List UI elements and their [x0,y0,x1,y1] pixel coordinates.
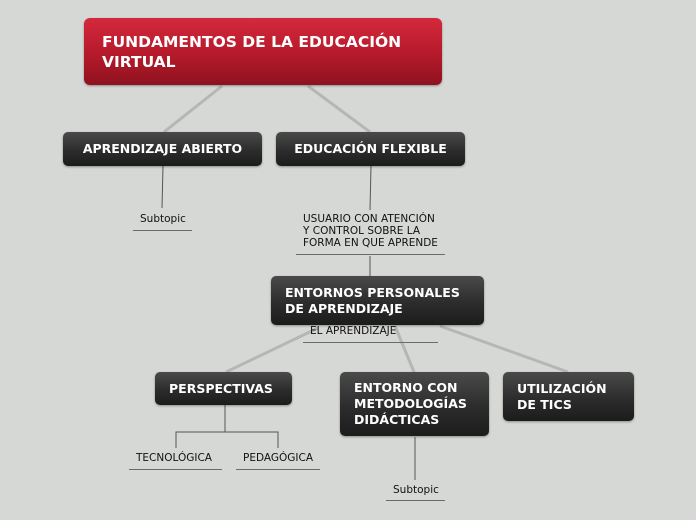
connector-entornos-tics [440,326,568,372]
label-tecnologica[interactable]: TECNOLÓGICA [136,452,212,464]
connector-entornos-perspectivas [226,328,318,372]
label-pedagogica[interactable]: PEDAGÓGICA [243,452,314,464]
root-node-label: FUNDAMENTOS DE LA EDUCACIÓN VIRTUAL [102,32,402,71]
connector-flexible-usuario [370,166,371,210]
node-entornos-personales-label: ENTORNOS PERSONALES DE APRENDIZAJE [285,284,460,316]
node-utilizacion-tics[interactable] [503,372,634,421]
underline-el-aprendizaje [303,342,438,343]
node-aprendizaje-abierto[interactable] [63,132,262,166]
node-educacion-flexible[interactable] [276,132,465,166]
connector-perspectivas-branch [176,432,278,448]
connector-aprendizaje-subtopic [162,166,163,208]
node-entornos-personales[interactable] [271,276,484,325]
node-aprendizaje-abierto-label: APRENDIZAJE ABIERTO [82,141,243,156]
node-perspectivas-label: PERSPECTIVAS [169,380,273,396]
node-perspectivas[interactable] [155,372,292,405]
label-subtopic-metodologias[interactable]: Subtopic [393,484,439,496]
node-entorno-metodologias[interactable] [340,372,489,436]
connector-root-flexible [308,86,370,132]
node-entorno-metodologias-label: ENTORNO CON METODOLOGÍAS DIDÁCTICAS [354,380,467,427]
underline-pedagogica [236,469,320,470]
underline-usuario [296,254,445,255]
underline-tecnologica [129,469,222,470]
root-node[interactable] [84,18,442,85]
connector-root-aprendizaje [164,86,222,132]
label-usuario[interactable]: USUARIO CON ATENCIÓN Y CONTROL SOBRE LA FORMA EN QUE APRENDE [303,213,438,249]
label-subtopic-aprendizaje[interactable]: Subtopic [140,213,186,225]
underline-subtopic-aprendizaje [133,230,192,231]
label-el-aprendizaje[interactable]: EL APRENDIZAJE [310,325,397,337]
node-educacion-flexible-label: EDUCACIÓN FLEXIBLE [294,141,447,156]
connector-entornos-metodologias [395,326,414,372]
node-utilizacion-tics-label: UTILIZACIÓN DE TICS [517,380,607,412]
underline-subtopic-metodologias [386,500,445,501]
